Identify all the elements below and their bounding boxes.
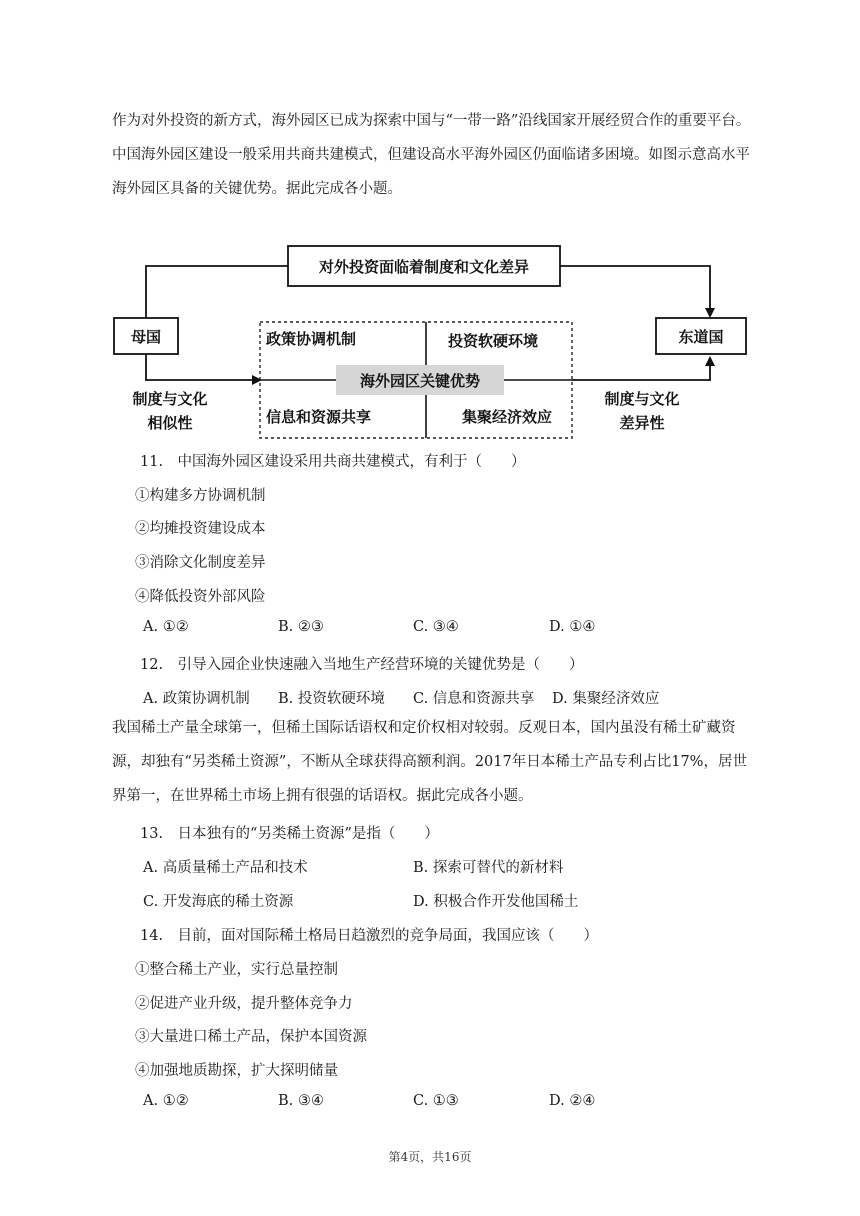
quad-environment: 投资软硬环境 [448,332,539,350]
top-loop-arrow-right [560,266,710,316]
q11-choice-c[interactable]: C. ③④ [413,619,459,635]
q11-choice-a[interactable]: A. ①② [143,619,189,635]
q12-choice-d[interactable]: D. 集聚经济效应 [552,691,660,707]
q11-choice-d[interactable]: D. ①④ [549,619,596,635]
q11-item-4: ④降低投资外部风险 [135,589,266,605]
home-country-label: 母国 [130,328,162,346]
left-note-line1: 制度与文化 [132,390,208,408]
advantage-diagram [110,238,755,443]
q11-item-3: ③消除文化制度差异 [135,555,266,571]
q14-item-1: ①整合稀土产业，实行总量控制 [135,962,338,978]
quad-policy: 政策协调机制 [266,330,357,348]
q11-stem: 11. 中国海外园区建设采用共商共建模式，有利于（ ） [140,454,526,470]
q12-choice-b[interactable]: B. 投资软硬环境 [278,691,385,707]
q13-stem: 13. 日本独有的“另类稀土资源”是指（ ） [140,826,439,842]
q14-item-4: ④加强地质勘探，扩大探明储量 [135,1063,338,1079]
page-footer: 第4页，共16页 [388,1150,472,1164]
top-loop-arrow [146,266,288,318]
q11-item-1: ①构建多方协调机制 [135,488,266,504]
left-note-line2: 相似性 [147,414,193,432]
left-arrow [146,354,260,380]
q14-choice-b[interactable]: B. ③④ [278,1093,324,1109]
intro-paragraph-1: 作为对外投资的新方式，海外园区已成为探索中国与“一带一路”沿线国家开展经贸合作的重要平台。中国海外园区建设一般采用共商共建模式，但建设高水平海外园区仍面临诸多困境。如图示意高水平海外园区具备的关键优势。据此完成各小题。 [112,113,751,197]
q13-choice-b[interactable]: B. 探索可替代的新材料 [413,860,564,876]
intro-paragraph-2: 我国稀土产量全球第一，但稀土国际话语权和定价权相对较弱。反观日本，国内虽没有稀土矿藏资源，却独有“另类稀土资源”，不断从全球获得高额利润。2017年日本稀土产品专利占比17%，居世界第一，在世界稀土市场上拥有很强的话语权。据此完成各小题。 [112,720,747,804]
q14-item-2: ②促进产业升级，提升整体竞争力 [135,996,353,1012]
q13-choice-d[interactable]: D. 积极合作开发他国稀土 [413,894,579,910]
right-note-line1: 制度与文化 [604,390,680,408]
q11-item-2: ②均摊投资建设成本 [135,521,266,537]
right-note-line2: 差异性 [619,414,665,432]
q14-item-3: ③大量进口稀土产品，保护本国资源 [135,1029,367,1045]
quad-information: 信息和资源共享 [266,408,372,426]
q14-stem: 14. 目前，面对国际稀土格局日趋激烈的竞争局面，我国应该（ ） [140,928,599,944]
q14-choice-d[interactable]: D. ②④ [549,1093,596,1109]
quad-agglomeration: 集聚经济效应 [462,408,553,426]
top-box-label: 对外投资面临着制度和文化差异 [318,258,530,276]
right-arrow [572,358,710,380]
q14-choice-a[interactable]: A. ①② [143,1093,189,1109]
q12-stem: 12. 引导入园企业快速融入当地生产经营环境的关键优势是（ ） [140,657,584,673]
q12-choice-a[interactable]: A. 政策协调机制 [143,691,250,707]
host-country-label: 东道国 [678,328,724,346]
q12-choice-c[interactable]: C. 信息和资源共享 [413,691,535,707]
q13-choice-a[interactable]: A. 高质量稀土产品和技术 [143,860,308,876]
q13-choice-c[interactable]: C. 开发海底的稀土资源 [143,894,294,910]
center-label: 海外园区关键优势 [359,372,481,390]
q14-choice-c[interactable]: C. ①③ [413,1093,459,1109]
q11-choice-b[interactable]: B. ②③ [278,619,324,635]
